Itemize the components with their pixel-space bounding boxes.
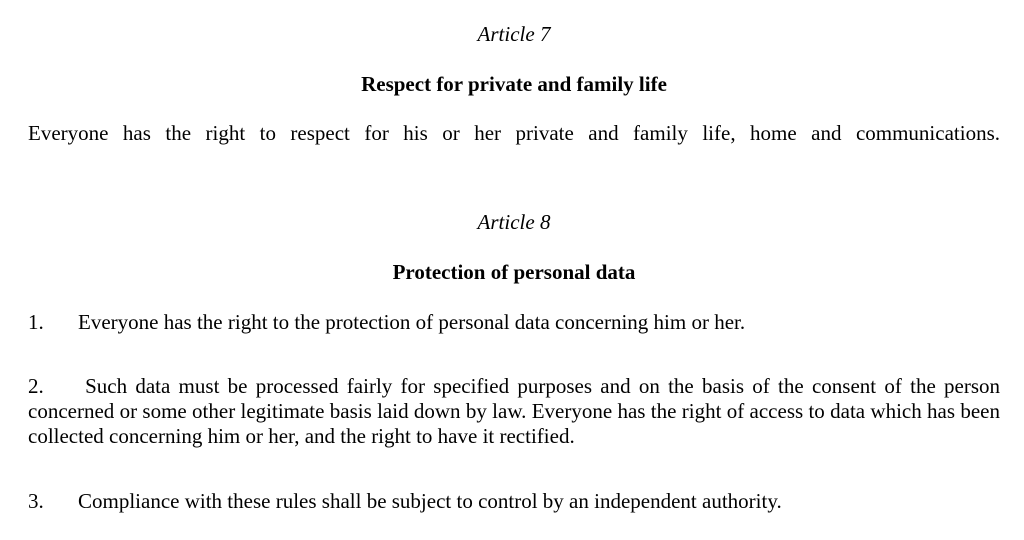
document-page bbox=[28, 0, 1000, 540]
paragraph-text: Compliance with these rules shall be subject to control by an independent authority. bbox=[78, 489, 782, 513]
paragraph-number: 1. bbox=[28, 310, 44, 334]
article-8-paragraph-2 bbox=[28, 374, 1000, 449]
paragraph-text: Everyone has the right to the protection of personal data concerning him or her. bbox=[78, 310, 746, 334]
article-7-number: Article 7 bbox=[477, 22, 551, 46]
article-7-title: Respect for private and family life bbox=[361, 72, 667, 96]
article-8-paragraph-3 bbox=[28, 489, 1000, 514]
article-8-paragraph-1 bbox=[28, 310, 1000, 335]
paragraph-text: Such data must be processed fairly for specified purposes and on the basis of the consent of the person concerned or some other legitimate basis laid down by law. Everyone has the right of access to data which has been collected concerning him or her, and the right to have it rectified. bbox=[28, 374, 1001, 448]
article-8-title: Protection of personal data bbox=[392, 260, 636, 284]
article-7-text: Everyone has the right to respect for his or her private and family life, home and communications. bbox=[28, 121, 1000, 145]
paragraph-number: 3. bbox=[28, 489, 44, 513]
article-8-number: Article 8 bbox=[477, 210, 551, 234]
paragraph-number: 2. bbox=[28, 374, 44, 398]
